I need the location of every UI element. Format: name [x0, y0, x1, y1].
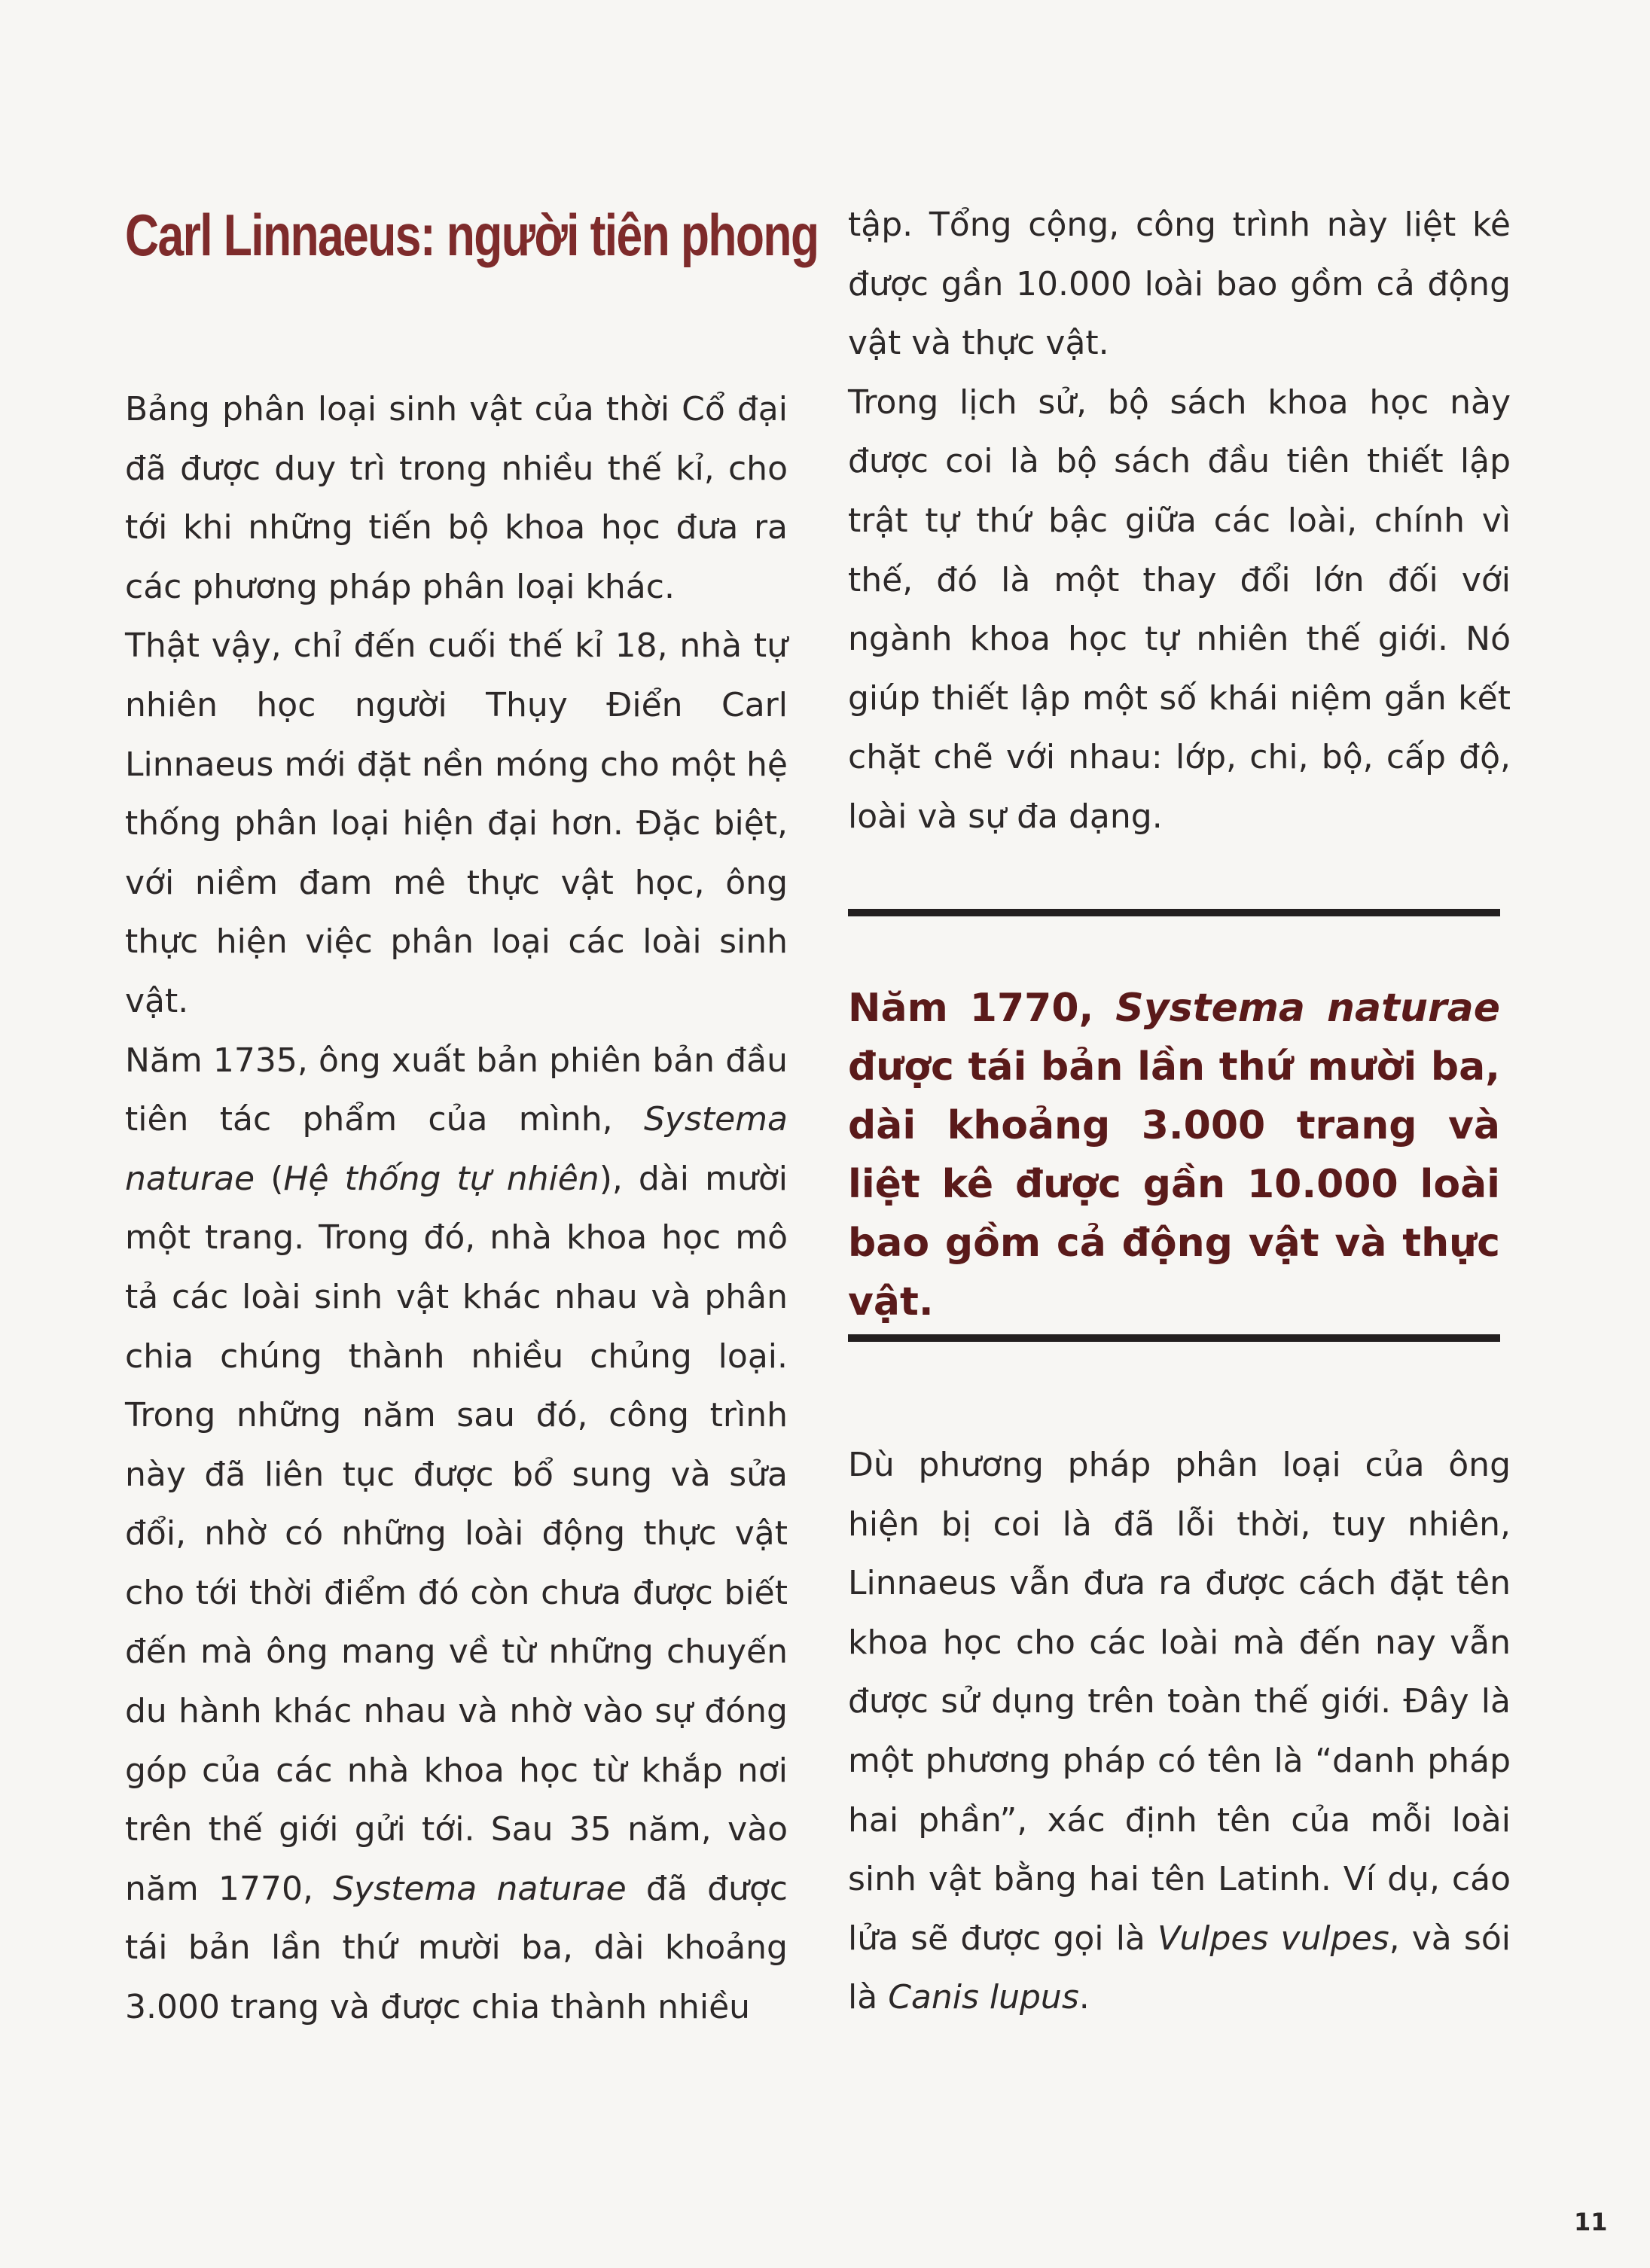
italic-book-title: Systema naturae	[125, 1100, 788, 1198]
italic-book-translation: Hệ thống tự nhiên	[283, 1159, 599, 1198]
text-span: được tái bản lần thứ mười ba, dài khoảng 3.000 trang và liệt kê được gần 10.000 loài bao gồm cả động vật và thực vật.	[848, 1044, 1500, 1325]
right-paragraph-2: Trong lịch sử, bộ sách khoa học này được coi là bộ sách đầu tiên thiết lập trật tự thứ bậc giữa các loài, chính vì thế, đó là một thay đổi lớn đối với ngành khoa học tự nhiên thế giới. Nó giúp thiết lập một số khái niệm gắn kết chặt chẽ với nhau: lớp, chi, bộ, cấp độ, loài và sự đa dạng.	[848, 383, 1511, 836]
page-title: Carl Linnaeus: người tiên phong	[125, 202, 819, 268]
italic-book-title: Systema naturae	[333, 1869, 627, 1908]
text-span: Dù phương pháp phân loại của ông hiện bị coi là đã lỗi thời, tuy nhiên, Linnaeus vẫn đưa ra được cách đặt tên khoa học cho các loài mà đến nay vẫn được sử dụng trên toàn thế giới. Đây là một phương pháp có tên là “danh pháp hai phần”, xác định tên của mỗi loài sinh vật bằng hai tên Latinh. Ví dụ, cáo lửa sẽ được gọi là	[848, 1446, 1511, 1958]
italic-book-title: Systema naturae	[1115, 986, 1500, 1031]
pullquote	[848, 979, 1500, 1331]
text-span: Năm 1735, ông xuất bản phiên bản đầu tiên tác phẩm của mình,	[125, 1041, 788, 1139]
text-span: .	[1078, 1978, 1090, 2017]
italic-species-name: Vulpes vulpes	[1157, 1919, 1389, 1958]
text-span: (	[255, 1159, 284, 1198]
left-paragraph-2: Thật vậy, chỉ đến cuối thế kỉ 18, nhà tự nhiên học người Thụy Điển Carl Linnaeus mới đặt nền móng cho một hệ thống phân loại hiện đại hơn. Đặc biệt, với niềm đam mê thực vật học, ông thực hiện việc phân loại các loài sinh vật.	[125, 626, 788, 1020]
right-column-top	[848, 196, 1511, 847]
right-paragraph-1: tập. Tổng cộng, công trình này liệt kê được gần 10.000 loài bao gồm cả động vật và thực vật.	[848, 206, 1511, 363]
left-column	[125, 380, 788, 2038]
left-paragraph-1: Bảng phân loại sinh vật của thời Cổ đại đã được duy trì trong nhiều thế kỉ, cho tới khi những tiến bộ khoa học đưa ra các phương pháp phân loại khác.	[125, 390, 788, 606]
right-paragraph-3	[848, 1436, 1511, 2028]
pullquote-bottom-rule	[848, 1334, 1500, 1342]
text-span: Năm 1770,	[848, 986, 1116, 1031]
text-span: , và sói là	[848, 1919, 1511, 2017]
text-span: đã được tái bản lần thứ mười ba, dài khoảng 3.000 trang và được chia thành nhiều	[125, 1869, 788, 2027]
right-column-bottom	[848, 1436, 1511, 2028]
pullquote-top-rule	[848, 909, 1500, 916]
text-span: ), dài mười một trang. Trong đó, nhà khoa học mô tả các loài sinh vật khác nhau và phân chia chúng thành nhiều chủng loại. Trong những năm sau đó, công trình này đã liên tục được bổ sung và sửa đổi, nhờ có những loài động thực vật cho tới thời điểm đó còn chưa được biết đến mà ông mang về từ những chuyến du hành khác nhau và nhờ vào sự đóng góp của các nhà khoa học từ khắp nơi trên thế giới gửi tới. Sau 35 năm, vào năm 1770,	[125, 1159, 788, 1908]
italic-species-name: Canis lupus	[888, 1978, 1079, 2017]
left-paragraph-3	[125, 1032, 788, 2038]
page-number: 11	[1574, 2208, 1608, 2236]
